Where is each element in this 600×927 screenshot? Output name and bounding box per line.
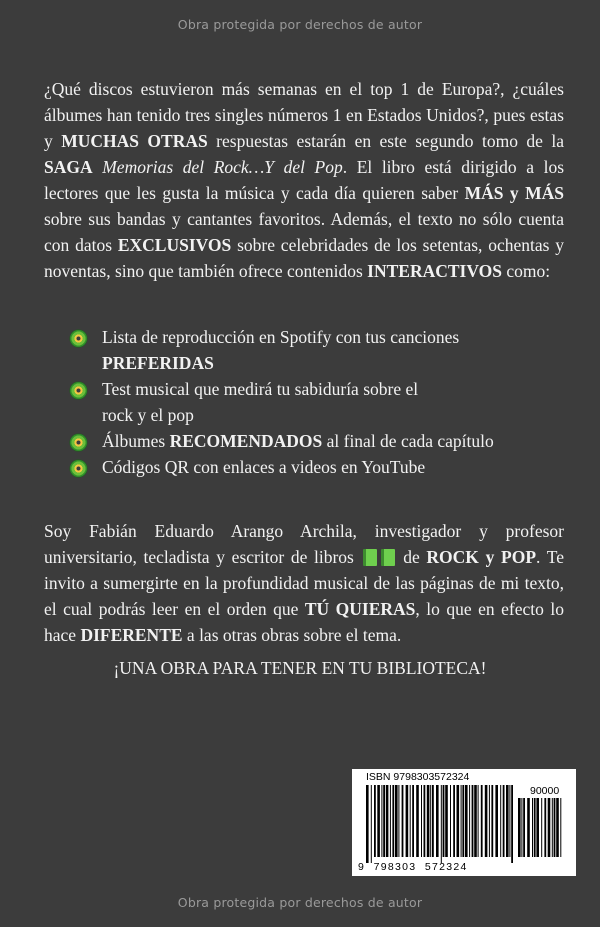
barcode-bar [436,785,439,857]
feature-text-run: PREFERIDAS [102,353,214,373]
barcode-bar [478,785,479,857]
intro-text-run: sobre sus bandas y cantantes favoritos. Además, el texto no sólo cuenta con datos [44,209,564,255]
barcode-bar [554,798,556,857]
intro-text-run: como: [502,261,551,281]
intro-text-run: SAGA [44,157,93,177]
feature-list-item [70,324,540,376]
author-paragraph [44,518,564,648]
intro-text-run: respuestas estarán en este segundo tomo de la [207,131,564,151]
barcode-bar [462,785,464,857]
barcode-bar [412,785,414,857]
barcode-bar [453,785,455,857]
barcode-bar [560,798,561,857]
barcode-bar [472,785,474,857]
green-book-icon [381,549,395,566]
intro-text-run: INTERACTIVOS [367,261,502,281]
barcode-bar [457,785,460,857]
barcode-digits: 9 798303 572324 [358,861,468,873]
green-book-icon [363,549,377,566]
author-text-run: . Te invito a sumergirte en la profundidad musical de las páginas de mi texto, el cual podrás leer en el orden que [44,547,564,619]
barcode-bar [489,785,490,857]
barcode-bar [506,785,509,857]
cd-disc-icon [70,330,87,347]
barcode-bar [406,785,409,857]
barcode-bar [421,785,422,857]
author-text-run: , lo que en efecto lo hace [44,599,564,645]
barcode-bar [377,785,380,857]
barcode-bar [432,785,434,857]
author-text-run: de [396,547,427,567]
feature-text-run: Test musical que medirá tu sabiduría sobre el [102,379,419,399]
barcode-bar [521,798,522,857]
barcode-bar [465,785,468,857]
closing-tagline: ¡UNA OBRA PARA TENER EN TU BIBLIOTECA! [113,658,487,678]
barcode-bar [481,785,483,857]
feature-list-item [70,454,540,480]
feature-text-run: rock y el pop [102,405,194,425]
barcode-addon-bars [518,798,564,863]
barcode-bars [366,785,514,863]
intro-text-run: MUCHAS OTRAS [61,131,208,151]
barcode-bar [390,785,391,857]
barcode-bar [416,785,419,857]
barcode-bar [392,785,394,857]
barcode-bar [381,785,382,857]
feature-list-item [70,428,540,454]
barcode-bar [511,785,513,863]
cd-disc-icon [70,382,87,399]
barcode-bar [534,798,536,857]
barcode-bar [509,785,510,857]
barcode-bar [371,785,372,863]
cd-disc-icon [70,460,87,477]
intro-text-run: . El libro está dirigido a los lectores que les gusta la música y cada día quieren saber [44,157,565,203]
barcode-bar [395,785,398,857]
barcode-bar [552,798,553,857]
barcode-bar [491,785,493,857]
copyright-watermark-bottom: Obra protegida por derechos de autor [177,895,423,910]
barcode-bar [527,798,530,857]
feature-text-run: RECOMENDADOS [169,431,323,451]
feature-text-run: Lista de reproducción en Spotify con tus canciones [102,327,460,347]
barcode-bar [485,785,488,857]
barcode-bar [445,785,448,857]
barcode-bar [383,785,385,857]
barcode-bar [424,785,426,857]
intro-text-run: EXCLUSIVOS [117,235,232,255]
author-text-run: ROCK y POP [426,547,537,567]
intro-text-run: MÁS y MÁS [464,183,565,203]
barcode-bar [443,785,445,857]
barcode-bar [469,785,470,857]
barcode-bar [518,798,521,857]
barcode-bar [402,785,404,857]
barcode-bar [548,798,551,857]
barcode-bar [495,785,498,857]
isbn-label: ISBN 9798303572324 [366,771,470,783]
price-code: 90000 [530,785,560,797]
intro-text-run: ¿Qué discos estuvieron más semanas en el top 1 de Europa?, ¿cuáles álbumes han tenido tres singles números 1 en Estados Unidos?, pues estas y [44,79,564,151]
barcode-bar [366,785,369,863]
barcode-bar [410,785,411,857]
barcode-bar [523,798,525,857]
barcode-bar [536,798,539,857]
barcode-bar [544,798,546,857]
barcode-bar [374,785,376,857]
author-text-run: TÚ QUIERAS [304,599,416,619]
intro-text-run: Memorias del Rock…Y del Pop [102,157,343,177]
cd-disc-icon [70,434,87,451]
barcode-bar [541,798,542,857]
barcode-bar [461,785,462,857]
feature-list [70,324,540,480]
barcode-bar [398,785,399,857]
barcode-bar [427,785,430,857]
barcode-bar [441,785,442,863]
barcode-bar [474,785,477,857]
intro-paragraph [44,76,564,284]
feature-text-run: al final de cada capítulo [322,431,494,451]
feature-list-item [70,376,540,428]
barcode-bar [503,785,505,857]
barcode-bar [450,785,451,857]
feature-text-run: Álbumes [102,431,170,451]
intro-text-run: sobre celebridades de los setentas, ochentas y noventas, sino que también ofrece contenidos [44,235,564,281]
author-text-run: DIFERENTE [80,625,183,645]
barcode-bar [386,785,389,857]
author-text-run: a las otras obras sobre el tema. [182,625,402,645]
barcode-bar [500,785,501,857]
isbn-barcode [352,769,576,876]
intro-text-run [93,157,103,177]
barcode-bar [430,785,431,857]
barcode-bar [532,798,533,857]
feature-text-run: Códigos QR con enlaces a videos en YouTube [102,457,426,477]
copyright-watermark-top: Obra protegida por derechos de autor [177,17,423,32]
barcode-bar [556,798,559,857]
author-text-run: Soy Fabián Eduardo Arango Archila, investigador y profesor universitario, tecladista y escritor de libros [44,521,564,567]
